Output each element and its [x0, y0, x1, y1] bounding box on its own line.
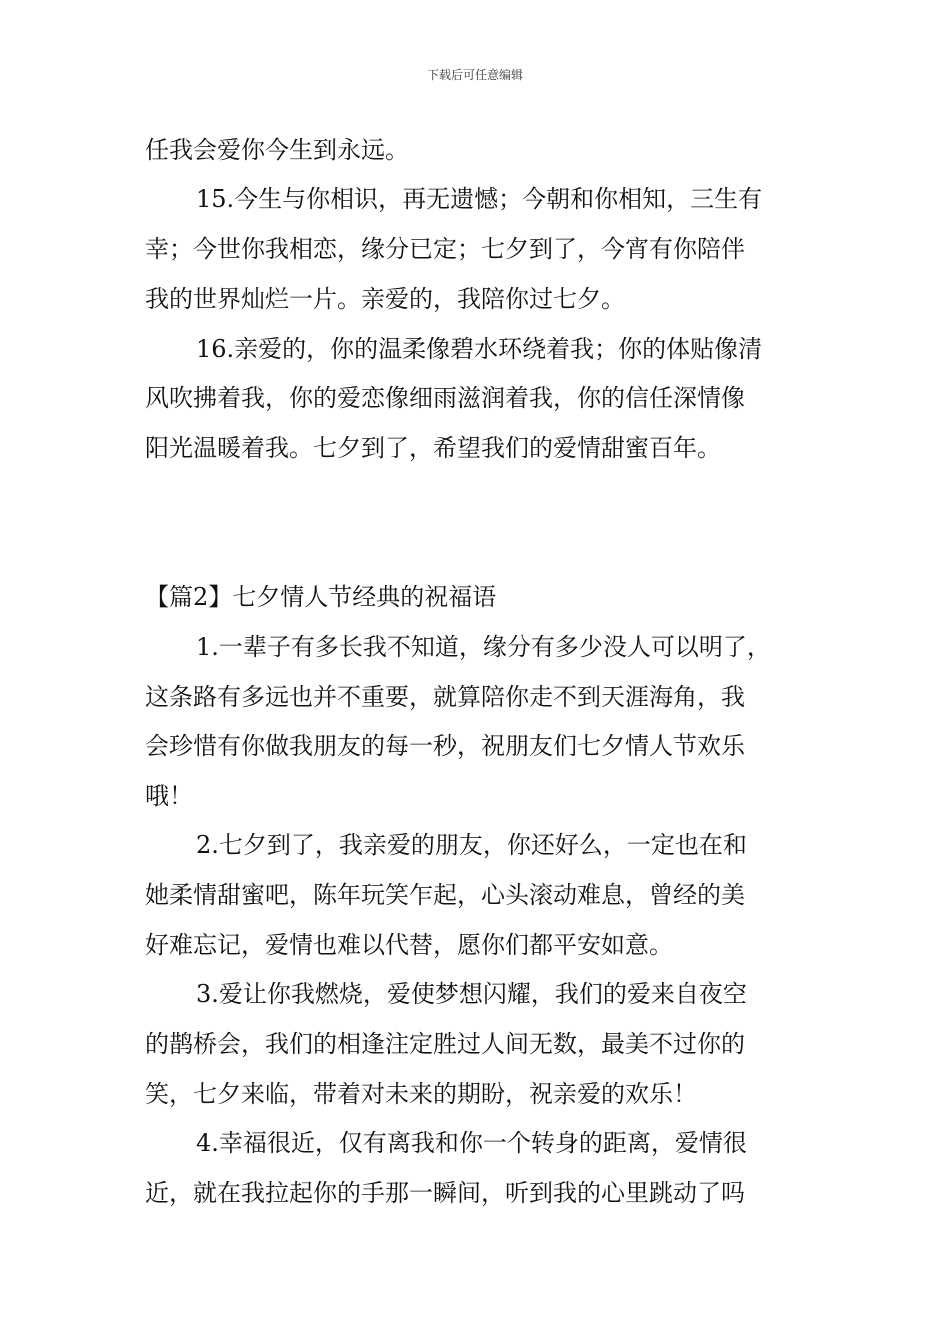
body-line: 1.一辈子有多长我不知道，缘分有多少没人可以明了， — [196, 633, 771, 661]
body-line: 风吹拂着我，你的爱恋像细雨滋润着我，你的信任深情像 — [145, 384, 745, 412]
body-line: 的鹊桥会，我们的相逢注定胜过人间无数，最美不过你的 — [145, 1030, 745, 1058]
body-line: 哦！ — [145, 782, 193, 810]
body-line: 幸；今世你我相恋，缘分已定；七夕到了，今宵有你陪伴 — [145, 235, 745, 263]
body-line: 4.幸福很近，仅有离我和你一个转身的距离，爱情很 — [196, 1129, 747, 1157]
page-header-note: 下载后可任意编辑 — [426, 68, 523, 82]
body-line: 好难忘记，爱情也难以代替，愿你们都平安如意。 — [145, 931, 673, 959]
body-line: 任我会爱你今生到永远。 — [145, 136, 409, 164]
body-line: 会珍惜有你做我朋友的每一秒，祝朋友们七夕情人节欢乐 — [145, 732, 745, 760]
section-heading: 【篇2】七夕情人节经典的祝福语 — [145, 583, 497, 611]
body-line: 笑，七夕来临，带着对未来的期盼，祝亲爱的欢乐！ — [145, 1080, 697, 1108]
body-line: 我的世界灿烂一片。亲爱的，我陪你过七夕。 — [145, 285, 625, 313]
body-line: 这条路有多远也并不重要，就算陪你走不到天涯海角，我 — [145, 683, 745, 711]
body-line: 15.今生与你相识，再无遗憾；今朝和你相知，三生有 — [196, 185, 763, 213]
body-line: 近，就在我拉起你的手那一瞬间，听到我的心里跳动了吗 — [145, 1179, 745, 1207]
body-line: 16.亲爱的，你的温柔像碧水环绕着我；你的体贴像清 — [196, 335, 763, 363]
body-line: 2.七夕到了，我亲爱的朋友，你还好么，一定也在和 — [196, 831, 747, 859]
body-line: 阳光温暖着我。七夕到了，希望我们的爱情甜蜜百年。 — [145, 434, 721, 462]
body-line: 3.爱让你我燃烧，爱使梦想闪耀，我们的爱来自夜空 — [196, 980, 747, 1008]
body-line: 她柔情甜蜜吧，陈年玩笑乍起，心头滚动难息，曾经的美 — [145, 881, 745, 909]
